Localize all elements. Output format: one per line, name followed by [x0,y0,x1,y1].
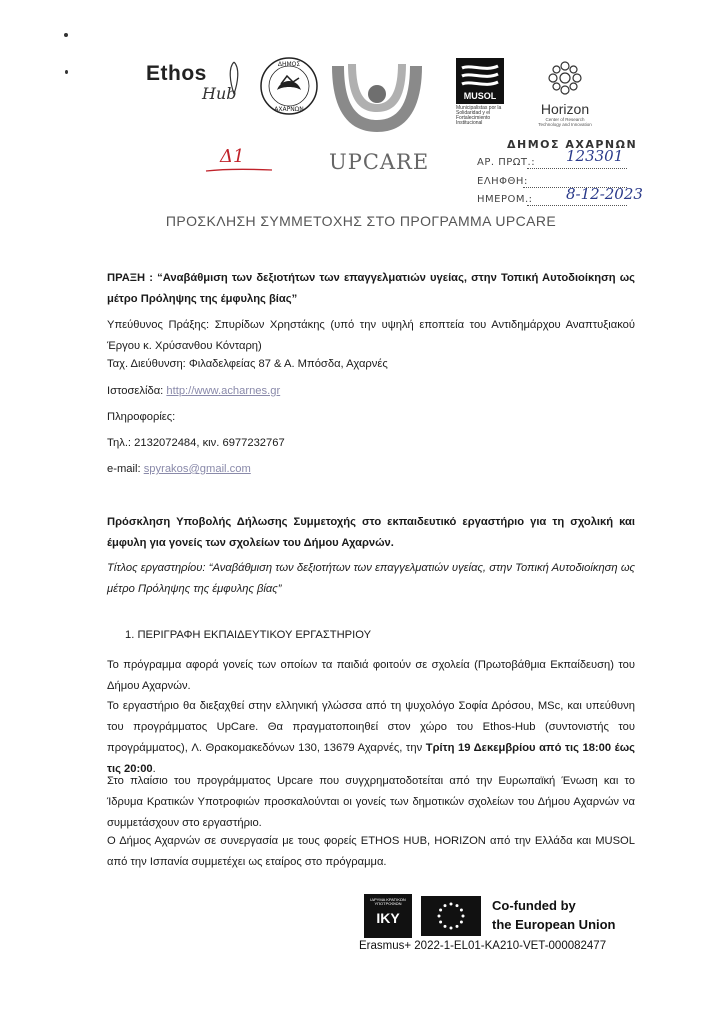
paragraph-venue [107,696,635,780]
iky-logo [364,894,412,938]
musol-subtitle: Municipalistas por la Solidaridad y el Fortalecimiento Institucional [456,105,502,126]
stamp-protocol-value: 123301 [566,147,624,165]
upcare-mark-icon [326,58,428,150]
website-link[interactable]: http://www.acharnes.gr [166,385,281,397]
handwritten-mark: Δ1 [220,146,245,167]
section-heading: 1. ΠΕΡΙΓΡΑΦΗ ΕΚΠΑΙΔΕΥΤΙΚΟΥ ΕΡΓΑΣΤΗΡΙΟΥ [125,629,372,641]
email-link[interactable]: spyrakos@gmail.com [143,463,251,475]
musol-logo-text: MUSOL [463,91,497,101]
red-underline [204,166,274,174]
paragraph: Στο πλαίσιο του προγράμματος Upcare που συγχρηματοδοτείται από την Ευρωπαϊκή Ένωση και το Ίδρυμα Κρατικών Υποτροφιών προσκαλούνται οι γονείς των δημοτικών σχολείων του Δήμου Αχαρνών να συμμετάσχουν στο εργαστήριο. [107,775,635,829]
page-title: ΠΡΟΣΚΛΗΣΗ ΣΥΜΜΕΤΟΧΗΣ ΣΤΟ ΠΡΟΓΡΑΜΜΑ UPCARE [165,213,557,229]
erasmus-code: Erasmus+ 2022-1-EL01-KA210-VET-000082477 [359,940,607,952]
ethos-hub-logo [146,62,254,110]
postal-address: Ταχ. Διεύθυνση: Φιλαδελφείας 87 & Α. Μπόσδα, Αχαρνές [107,358,388,370]
phone-line: Τηλ.: 2132072484, κιν. 6977232767 [107,437,285,449]
municipality-seal [259,56,319,116]
stamp-line [527,168,627,169]
horizon-mandala-icon [545,58,585,98]
paragraph: Ο Δήμος Αχαρνών σε συνεργασία με τους φορείς ETHOS HUB, HORIZON από την Ελλάδα και MUSOL από την Ισπανία συμμετέχει ως εταίρος στο πρόγραμμα. [107,835,635,868]
iky-logo-text: IKY [376,910,400,926]
email-label: e-mail: [107,463,144,475]
scan-speck [65,70,68,74]
paragraph-text: Το εργαστήριο θα διεξαχθεί στην ελληνική γλώσσα από τη ψυχολόγο Σοφία Δρόσου, MSc, και υπεύθυνη του προγράμματος UpCare. Θα πραγματοποιηθεί στον χώρο του Ethos-Hub (συντονιστής του προγράμματος), Λ. Θρακομακεδόνων 130, 13679 Αχαρνές, την [107,700,635,754]
paragraph-text: . [152,763,156,775]
iky-subtitle: ΙΔΡΥΜΑ ΚΡΑΤΙΚΩΝ ΥΠΟΤΡΟΦΙΩΝ [370,897,406,906]
cofunded-line: Co-funded by [492,898,576,913]
musol-logo [456,58,506,134]
eu-flag [421,896,481,936]
stamp-date-label: ΗΜΕΡΟΜ.: [477,194,533,205]
stamp-receipt-label: ΕΛΗΦΘΗ: [477,176,528,187]
stamp-protocol-label: ΑΡ. ΠΡΩΤ.: [477,157,536,168]
action-title: ΠΡΑΞΗ : “Αναβάθμιση των δεξιοτήτων των επαγγελματιών υγείας, στην Τοπική Αυτοδιοίκηση ως μέτρο Πρόληψης της έμφυλης βίας” [107,272,635,305]
email-line [107,459,635,480]
workshop-title: Τίτλος εργαστηρίου: “Αναβάθμιση των δεξιοτήτων των επαγγελματιών υγείας, στην Τοπική Αυτοδιοίκηση ως μέτρο Πρόληψης της έμφυλης βίας” [107,562,635,595]
cofunded-line: the European Union [492,917,616,932]
musol-wave-icon [456,60,504,90]
horizon-subtitle: Center of Research Technology and Innovation [538,117,592,127]
stamp-date-value: 8-12-2023 [566,185,643,203]
stamp-title: ΔΗΜΟΣ ΑΧΑΡΝΩΝ [507,138,638,151]
musol-mark [456,58,504,104]
responsible-person: Υπεύθυνος Πράξης: Σπυρίδων Χρηστάκης (υπό την υψηλή εποπτεία του Αντιδημάρχου Αναπτυξιακού Έργου κ. Χρύσανθου Κόνταρη) [107,319,635,352]
seal-icon [259,56,319,116]
svg-text:ΔΗΜΟΣ: ΔΗΜΟΣ [277,61,301,68]
event-datetime: Τρίτη 19 Δεκεμβρίου από τις 18:00 έως τις 20:00 [107,742,635,775]
invitation-title: Πρόσκληση Υποβολής Δήλωσης Συμμετοχής στο εκπαιδευτικό εργαστήριο για τη σχολική και έμφυλη για γονείς των σχολείων του Δήμου Αχαρνών. [107,516,635,549]
paragraph: Το πρόγραμμα αφορά γονείς των οποίων τα παιδιά φοιτούν σε σχολεία (Πρωτοβάθμια Εκπαίδευση) του Δήμου Αχαρνών. [107,659,635,692]
horizon-logo-text: Horizon [540,101,590,117]
ethos-logo-text: Ethos [146,62,207,85]
eu-stars-icon [421,896,481,936]
ethos-figure-icon [224,58,244,98]
horizon-logo [534,58,596,130]
website-line [107,381,635,402]
svg-text:ΑΧΑΡΝΩΝ: ΑΧΑΡΝΩΝ [274,106,304,113]
upcare-logo [326,58,428,182]
upcare-logo-text: UPCARE [329,150,430,174]
hub-logo-text: Hub [202,84,237,103]
cofunded-text [492,896,616,934]
info-label: Πληροφορίες: [107,411,176,423]
website-label: Ιστοσελίδα: [107,385,167,397]
stamp-line [527,205,627,206]
scan-speck [64,33,68,37]
